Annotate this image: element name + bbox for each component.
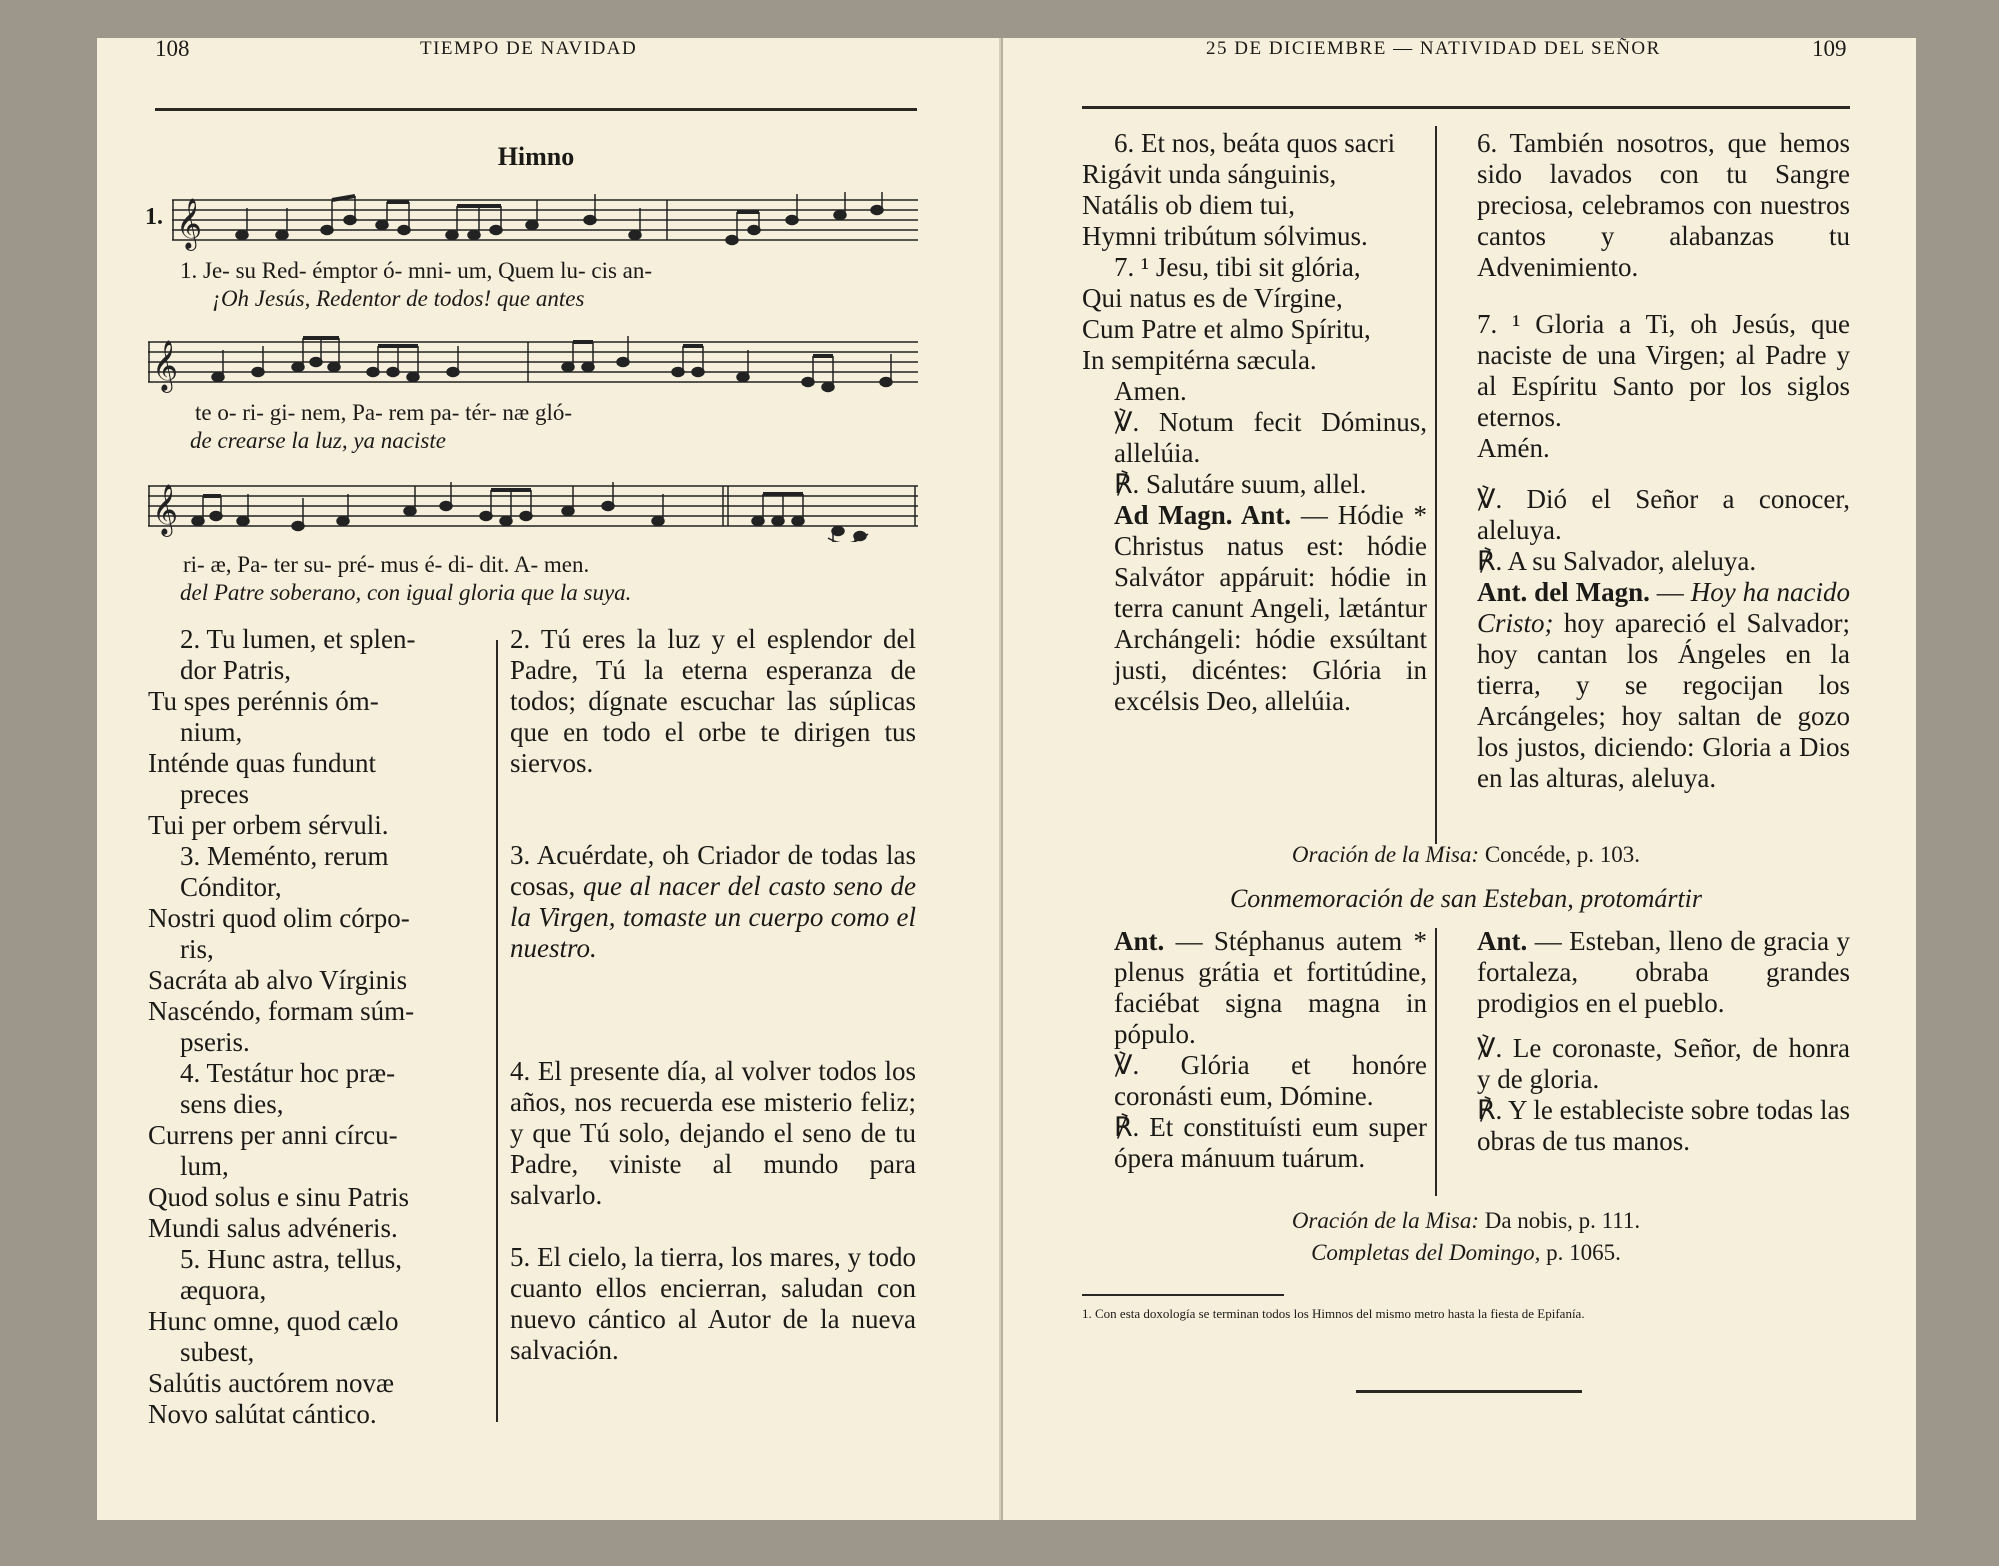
stephen-versicle-spanish: ℣. Le coronaste, Señor, de honra y de gloria.	[1477, 1033, 1850, 1094]
latin-verse-line: 5. Hunc astra, tellus,	[180, 1244, 402, 1274]
latin-verse-line: Inténde quas fundunt	[148, 748, 376, 778]
stephen-versicle-latin: ℣. Glória et honóre coronásti eum, Dómine.	[1114, 1050, 1427, 1111]
left-column-divider	[496, 640, 498, 1422]
latin-verse-line: lum,	[180, 1151, 229, 1181]
music-staff-2	[148, 334, 920, 394]
left-page-number: 108	[155, 36, 190, 61]
right-running-head: 25 DE DICIEMBRE — NATIVIDAD DEL SEÑOR	[1206, 38, 1661, 59]
lyrics-spanish-1: ¡Oh Jesús, Redentor de todos! que antes	[212, 286, 585, 311]
magnificat-antiphon-latin	[1082, 500, 1427, 717]
latin-verse-line: Mundi salus advéneris.	[148, 1213, 398, 1243]
compline-label: Completas del Domingo,	[1311, 1240, 1541, 1265]
latin-verse-6: 6. Et nos, beáta quos sacri	[1114, 128, 1396, 158]
magnificat-antiphon-es-text: hoy apareció el Salvador; hoy cantan los Ángeles en la tierra, y se regocijan los Arcángeles; hoy saltan de gozo los justos, diciendo: Gloria a Dios en las alturas, aleluya.	[1477, 608, 1850, 793]
latin-verse-7: 7. ¹ Jesu, tibi sit glória,	[1114, 252, 1361, 282]
spanish-verse-6: 6. También nosotros, que hemos sido lavados con tu Sangre preciosa, celebramos con nuestros cantos y alabanzas tu Advenimiento.	[1477, 128, 1850, 282]
amen-spanish: Amén.	[1477, 433, 1550, 463]
latin-verse-6-line: Rigávit unda sánguinis,	[1082, 159, 1337, 189]
spanish-verse-3	[510, 840, 916, 964]
magnificat-antiphon-es-label: Ant. del Magn.	[1477, 577, 1650, 607]
latin-verse-line: 4. Testátur hoc præ-	[180, 1058, 396, 1088]
latin-verse-line: Salútis auctórem novæ	[148, 1368, 394, 1398]
svg-text:𝄞: 𝄞	[152, 340, 179, 391]
latin-verse-6-line: Natális ob diem tui,	[1082, 190, 1295, 220]
magnificat-antiphon-text: — Hódie * Christus natus est: hódie Salvátor appáruit: hódie in terra canunt Angeli, lætántur Archángeli: hódie exsúltant justi, dicéntes: Glória in excélsis Deo, allelúia.	[1114, 500, 1427, 716]
staff-number: 1.	[145, 204, 163, 230]
commemoration-title: Conmemoración de san Esteban, protomártir	[1229, 884, 1703, 913]
latin-verse-line: dor Patris,	[180, 655, 291, 685]
lyrics-latin-3: ri- æ, Pa- ter su- pré- mus é- di- dit. A- men.	[183, 552, 590, 577]
mass-prayer-2-text: Da nobis, p. 111.	[1478, 1208, 1641, 1233]
spanish-hymn-verses-6-7	[1445, 128, 1850, 794]
svg-text:𝄞: 𝄞	[152, 484, 179, 535]
right-page-number: 109	[1812, 36, 1847, 61]
mass-prayer-text: Concéde, p. 103.	[1479, 842, 1641, 867]
end-rule	[1356, 1390, 1582, 1393]
compline-ref	[1082, 1240, 1850, 1266]
latin-verse-line: 2. Tu lumen, et splen-	[180, 624, 416, 654]
latin-verse-line: nium,	[180, 717, 243, 747]
latin-verse-7-line: Cum Patre et almo Spíritu,	[1082, 314, 1371, 344]
svg-text:𝄞: 𝄞	[176, 198, 203, 249]
latin-verse-line: Nostri quod olim córpo-	[148, 903, 410, 933]
mass-prayer-label: Oración de la Misa:	[1291, 842, 1480, 867]
latin-verse-line: Novo salútat cántico.	[148, 1399, 377, 1429]
stephen-antiphon-spanish	[1445, 926, 1850, 1019]
magnificat-antiphon-spanish: Ant. del Magn. — Hoy ha nacido Cristo; hoy apareció el Salvador; hoy cantan los Ángeles en la tierra, y se regocijan los Arcángeles; hoy saltan de gozo los justos, diciendo: Gloria a Dios en las alturas, aleluya.	[1477, 577, 1851, 793]
latin-verse-line: 3. Meménto, rerum	[180, 841, 389, 871]
latin-hymn-verses-6-7	[1082, 128, 1427, 717]
right-column-divider-1	[1435, 126, 1437, 844]
stephen-antiphon-label: Ant.	[1114, 926, 1165, 956]
spanish-verse-5: 5. El cielo, la tierra, los mares, y todo cuanto ellos encierran, saludan con nuevo cántico al Autor de la nueva salvación.	[510, 1242, 916, 1365]
right-header-rule	[1082, 106, 1850, 109]
right-column-divider-2	[1435, 928, 1437, 1196]
latin-verse-line: Currens per anni círcu-	[148, 1120, 398, 1150]
mass-prayer-2-label: Oración de la Misa:	[1291, 1208, 1479, 1233]
versicle-spanish: ℣. Dió el Señor a conocer, aleluya.	[1477, 484, 1850, 545]
music-staff-3	[148, 478, 920, 542]
music-staff-1	[172, 192, 920, 252]
latin-verse-7-line: Qui natus es de Vírgine,	[1082, 283, 1343, 313]
latin-verse-line: sens dies,	[180, 1089, 284, 1119]
stephen-latin	[1082, 926, 1427, 1174]
latin-verse-line: subest,	[180, 1337, 255, 1367]
latin-verse-line: Sacráta ab alvo Vírginis	[148, 965, 408, 995]
spanish-verse-3-text: 3. Acuérdate, oh Criador de todas las cosas,	[510, 840, 916, 901]
lyrics-spanish-3: del Patre soberano, con igual gloria que la suya.	[180, 580, 632, 605]
response-spanish: ℟. A su Salvador, aleluya.	[1477, 546, 1757, 576]
latin-verse-6-line: Hymni tribútum sólvimus.	[1082, 221, 1368, 251]
stephen-spanish	[1445, 926, 1850, 1157]
response-latin: ℟. Salutáre suum, allel.	[1114, 469, 1367, 499]
hymn-title: Himno	[497, 142, 575, 171]
footnote: 1. Con esta doxología se terminan todos los Himnos del mismo metro hasta la fiesta de Epifanía.	[1082, 1306, 1585, 1321]
latin-verse-line: Cónditor,	[180, 872, 282, 902]
latin-verse-line: Quod solus e sinu Patris	[148, 1182, 410, 1212]
amen-latin: Amen.	[1114, 376, 1187, 406]
latin-hymn-verses	[148, 624, 490, 1430]
mass-prayer-ref-1	[1082, 842, 1850, 868]
spanish-verse-2: 2. Tú eres la luz y el esplendor del Padre, Tú la eterna esperanza de todos; dígnate escuchar las súplicas que en todo el orbe te dirigen tus siervos.	[510, 624, 916, 778]
stephen-response-latin: ℟. Et constituísti eum super ópera mánuum tuárum.	[1114, 1112, 1427, 1173]
lyrics-latin-2: te o- ri- gi- nem, Pa- rem pa- tér- næ gló-	[195, 400, 572, 425]
latin-verse-line: Nascéndo, formam súm-	[148, 996, 415, 1026]
stephen-response-spanish: ℟. Y le estableciste sobre todas las obras de tus manos.	[1477, 1095, 1850, 1156]
stephen-antiphon-text: — Stéphanus autem * plenus grátia et fortitúdine, faciébat signa magna in pópulo.	[1114, 926, 1427, 1049]
lyrics-latin-1: 1. Je- su Red- émptor ó- mni- um, Quem lu- cis an-	[180, 258, 653, 283]
magnificat-antiphon-label: Ad Magn. Ant.	[1114, 500, 1292, 530]
left-header-rule	[155, 108, 917, 111]
latin-verse-line: Tu spes perénnis óm-	[148, 686, 379, 716]
spanish-verse-3-italic: que al nacer del casto seno de la Virgen, tomaste un cuerpo como el nuestro.	[510, 871, 916, 963]
mass-prayer-ref-2	[1082, 1208, 1850, 1234]
latin-verse-line: ris,	[180, 934, 214, 964]
footnote-rule	[1082, 1294, 1284, 1296]
stephen-antiphon-es-label: Ant.	[1477, 926, 1528, 956]
spanish-verse-4: 4. El presente día, al volver todos los años, nos recuerda ese misterio feliz; y que Tú solo, dejando el seno de tu Padre, viniste al mundo para salvarlo.	[510, 1056, 916, 1210]
left-running-head: TIEMPO DE NAVIDAD	[420, 38, 638, 59]
compline-text: p. 1065.	[1540, 1240, 1621, 1265]
stephen-antiphon-latin	[1082, 926, 1427, 1050]
magnificat-antiphon-es-italic: Hoy ha nacido Cristo;	[1477, 577, 1851, 638]
lyrics-spanish-2: de crearse la luz, ya naciste	[190, 428, 446, 453]
latin-verse-line: Hunc omne, quod cælo	[148, 1306, 399, 1336]
stephen-antiphon-es-text: — Esteban, lleno de gracia y fortaleza, obraba grandes prodigios en el pueblo.	[1477, 926, 1850, 1018]
latin-verse-7-line: In sempitérna sæcula.	[1082, 345, 1317, 375]
latin-verse-line: æquora,	[180, 1275, 267, 1305]
spanish-verse-7: 7. ¹ Gloria a Ti, oh Jesús, que naciste de una Virgen; al Padre y al Espíritu Santo por los siglos eternos.	[1477, 309, 1850, 432]
latin-verse-line: preces	[180, 779, 249, 809]
latin-verse-line: pseris.	[180, 1027, 250, 1057]
versicle-latin: ℣. Notum fecit Dóminus, allelúia.	[1114, 407, 1427, 468]
latin-verse-line: Tui per orbem sérvuli.	[148, 810, 389, 840]
